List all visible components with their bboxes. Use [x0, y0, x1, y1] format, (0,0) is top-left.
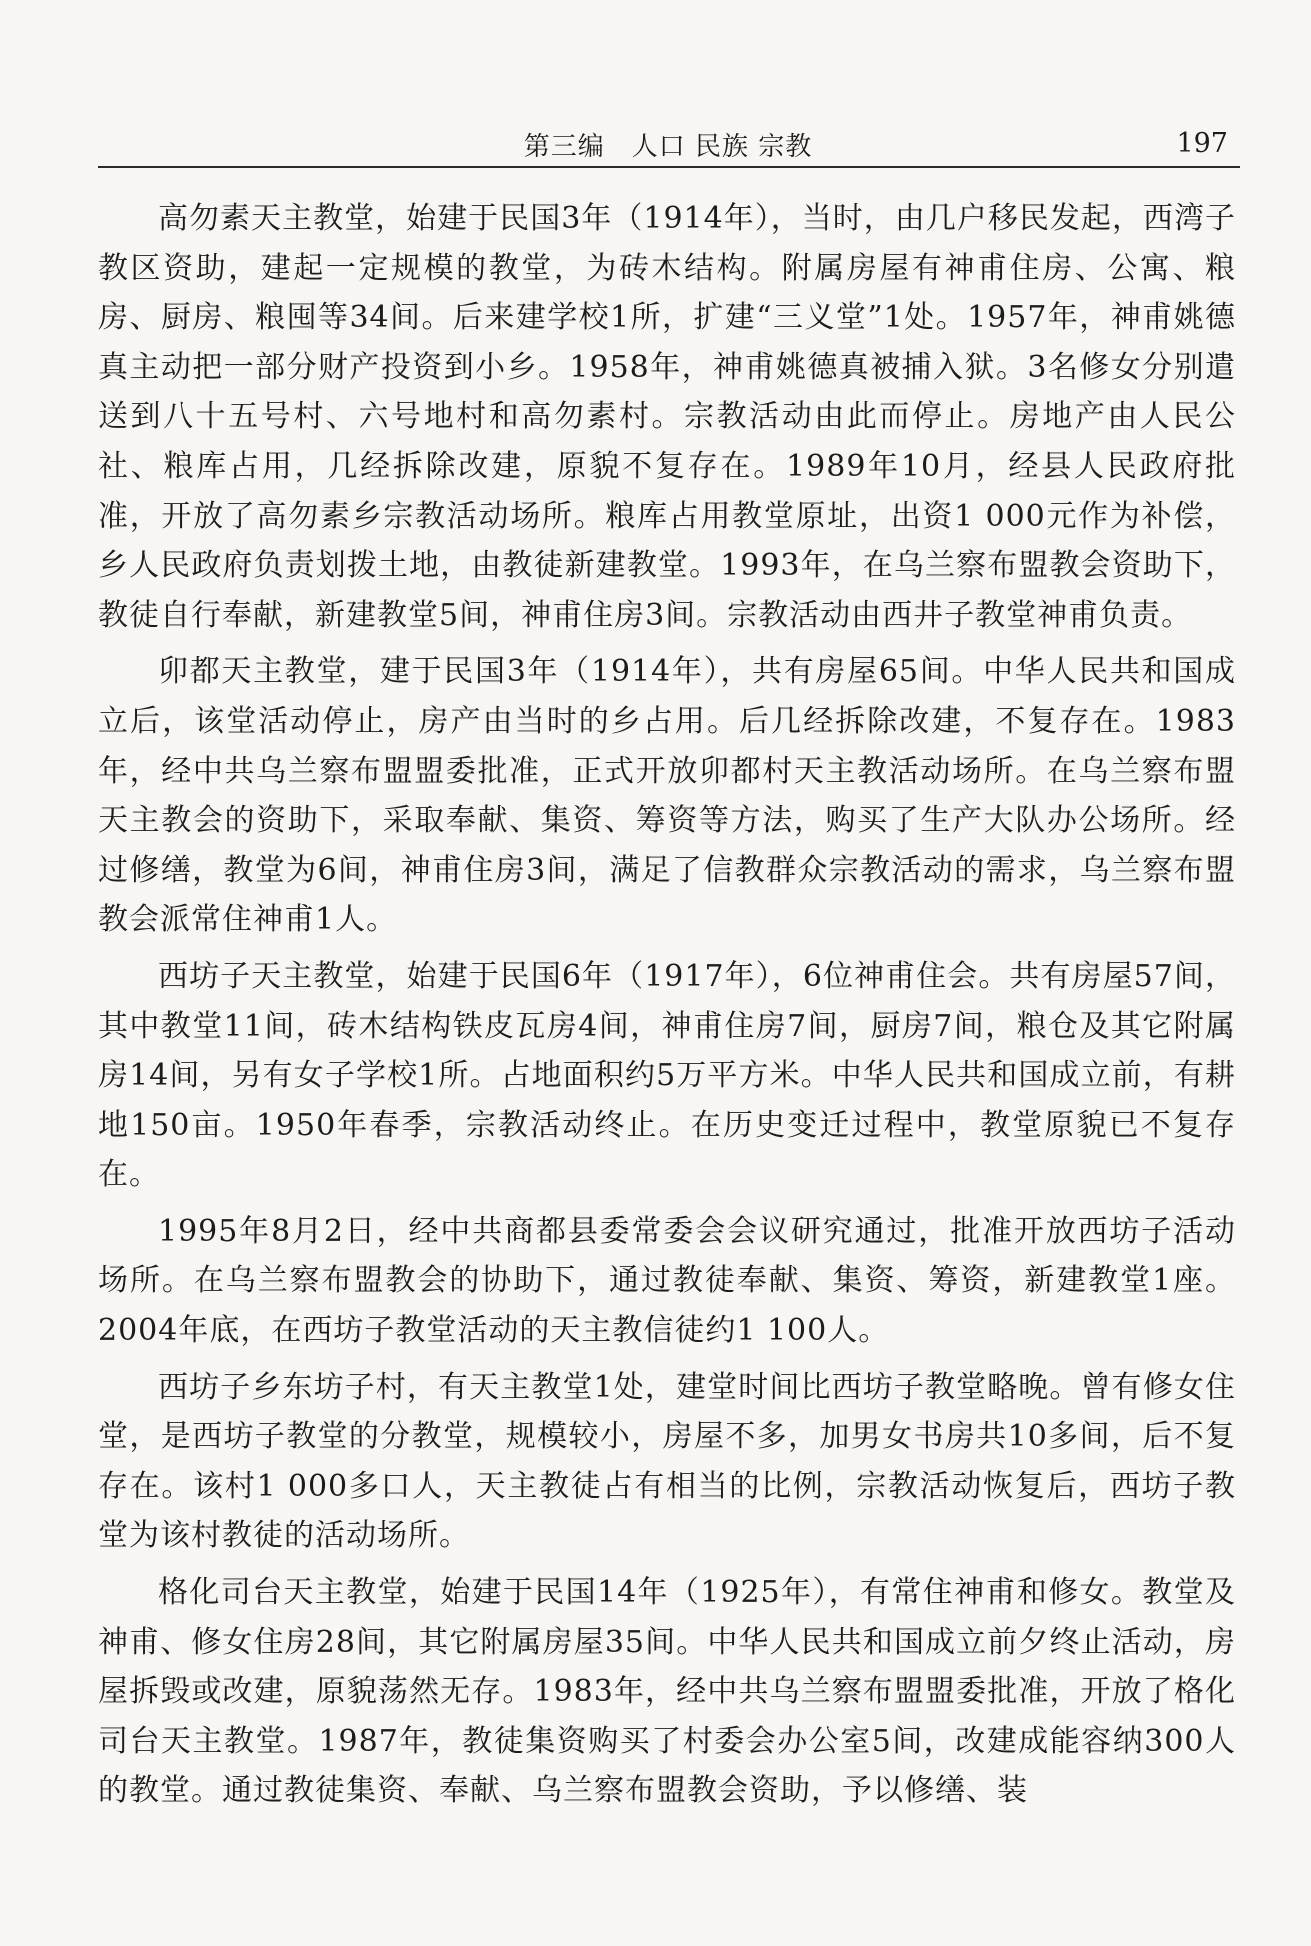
header-divider [98, 166, 1240, 168]
running-title: 第三编 人口 民族 宗教 [523, 132, 813, 162]
body-text [98, 194, 1236, 1823]
paragraph-xifangzi-church: 西坊子天主教堂，始建于民国6年（1917年），6位神甫住会。共有房屋57间，其中教堂11间，砖木结构铁皮瓦房4间，神甫住房7间，厨房7间，粮仓及其它附属房14间，另有女子学校1所。占地面积约5万平方米。中华人民共和国成立前，有耕地150亩。1950年春季，宗教活动终止。在历史变迁过程中，教堂原貌已不复存在。 [98, 958, 1236, 1193]
paragraph-maodu-church: 卯都天主教堂，建于民国3年（1914年），共有房屋65间。中华人民共和国成立后，该堂活动停止，房产由当时的乡占用。后几经拆除改建，不复存在。1983年，经中共乌兰察布盟盟委批准，正式开放卯都村天主教活动场所。在乌兰察布盟天主教会的资助下，采取奉献、集资、筹资等方法，购买了生产大队办公场所。经过修缮，教堂为6间，神甫住房3间，满足了信教群众宗教活动的需求，乌兰察布盟教会派常住神甫1人。 [98, 654, 1236, 938]
paragraph-gaowusu-church: 高勿素天主教堂，始建于民国3年（1914年），当时，由几户移民发起，西湾子教区资助，建起一定规模的教堂，为砖木结构。附属房屋有神甫住房、公寓、粮房、厨房、粮囤等34间。后来建学校1所，扩建“三义堂”1处。1957年，神甫姚德真主动把一部分财产投资到小乡。1958年，神甫姚德真被捕入狱。3名修女分别遣送到八十五号村、六号地村和高勿素村。宗教活动由此而停止。房地产由人民公社、粮库占用，几经拆除改建，原貌不复存在。1989年10月，经县人民政府批准，开放了高勿素乡宗教活动场所。粮库占用教堂原址，出资1 000元作为补偿，乡人民政府负责划拨土地，由教徒新建教堂。1993年，在乌兰察布盟教会资助下，教徒自行奉献，新建教堂5间，神甫住房3间。宗教活动由西井子教堂神甫负责。 [98, 201, 1236, 633]
page-number: 197 [1176, 128, 1228, 159]
page-header [98, 120, 1238, 170]
paragraph-gehuasitai-church: 格化司台天主教堂，始建于民国14年（1925年），有常住神甫和修女。教堂及神甫、修女住房28间，其它附属房屋35间。中华人民共和国成立前夕终止活动，房屋拆毁或改建，原貌荡然无存。1983年，经中共乌兰察布盟盟委批准，开放了格化司台天主教堂。1987年，教徒集资购买了村委会办公室5间，改建成能容纳300人的教堂。通过教徒集资、奉献、乌兰察布盟教会资助，予以修缮、装 [98, 1575, 1236, 1809]
paragraph-dongfangzi-church: 西坊子乡东坊子村，有天主教堂1处，建堂时间比西坊子教堂略晚。曾有修女住堂，是西坊子教堂的分教堂，规模较小，房屋不多，加男女书房共10多间，后不复存在。该村1 000多口人，天主教徒占有相当的比例，宗教活动恢复后，西坊子教堂为该村教徒的活动场所。 [98, 1369, 1236, 1554]
paragraph-xifangzi-reopening: 1995年8月2日，经中共商都县委常委会会议研究通过，批准开放西坊子活动场所。在乌兰察布盟教会的协助下，通过教徒奉献、集资、筹资，新建教堂1座。2004年底，在西坊子教堂活动的天主教信徒约1 100人。 [98, 1213, 1236, 1349]
